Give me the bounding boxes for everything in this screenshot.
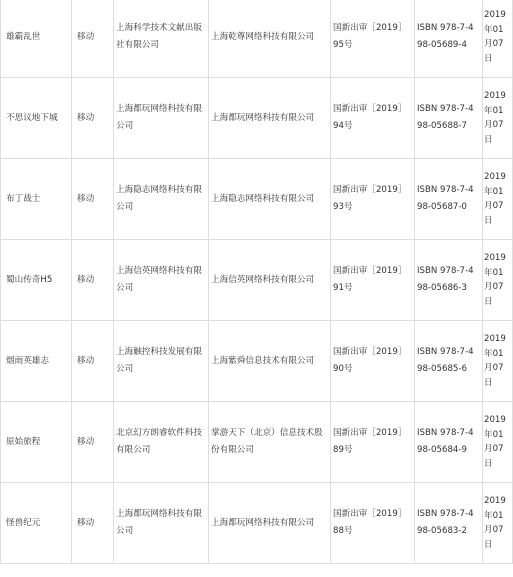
isbn-text: ISBN 978-7-498-05688-7 (417, 104, 474, 131)
publisher-text: 北京幻方朗睿软件科技有限公司 (116, 428, 202, 455)
publisher-cell (114, 159, 209, 240)
approval-date-text: 2019年01月07日 (484, 496, 506, 550)
isbn-cell (415, 483, 483, 564)
game-name-text: 不思议地下城 (6, 112, 58, 123)
game-name-cell (1, 240, 72, 321)
isbn-cell (415, 159, 483, 240)
platform-text: 移动 (77, 517, 95, 528)
table-row (1, 402, 513, 483)
game-name-cell (1, 0, 72, 78)
approval-date-text: 2019年01月07日 (484, 91, 506, 145)
platform-text: 移动 (77, 274, 95, 285)
approval-date-text: 2019年01月07日 (484, 415, 506, 469)
operator-text: 上海隐志网络科技有限公司 (211, 193, 315, 204)
publisher-text: 上海隐志网络科技有限公司 (116, 185, 202, 212)
game-name-text: 原始旅程 (6, 436, 41, 447)
platform-cell (72, 78, 114, 159)
approval-number-cell (331, 0, 415, 78)
operator-text: 上海紫舜信息技术有限公司 (211, 355, 315, 366)
approval-date-cell (483, 483, 513, 564)
platform-cell (72, 240, 114, 321)
isbn-text: ISBN 978-7-498-05684-9 (417, 428, 474, 455)
operator-cell (209, 0, 331, 78)
table-row (1, 321, 513, 402)
operator-cell (209, 78, 331, 159)
publisher-cell (114, 402, 209, 483)
approval-number-cell (331, 78, 415, 159)
operator-cell (209, 159, 331, 240)
operator-cell (209, 483, 331, 564)
approval-number-text: 国新出审［2019］94号 (333, 104, 407, 131)
table-body (1, 0, 513, 564)
approval-date-cell (483, 402, 513, 483)
approval-date-cell (483, 240, 513, 321)
isbn-text: ISBN 978-7-498-05689-4 (417, 23, 474, 50)
approval-number-cell (331, 240, 415, 321)
operator-text: 上海乾尊网络科技有限公司 (211, 31, 315, 42)
publisher-text: 上海触控科技发展有限公司 (116, 347, 202, 374)
operator-cell (209, 402, 331, 483)
table-row (1, 0, 513, 78)
operator-text: 上海都玩网络科技有限公司 (211, 112, 315, 123)
game-name-text: 蜀山传奇H5 (6, 274, 53, 285)
publisher-cell (114, 78, 209, 159)
platform-text: 移动 (77, 436, 95, 447)
approval-number-cell (331, 402, 415, 483)
approval-date-text: 2019年01月07日 (484, 253, 506, 307)
approval-number-cell (331, 321, 415, 402)
publisher-text: 上海都玩网络科技有限公司 (116, 509, 202, 536)
approval-number-text: 国新出审［2019］89号 (333, 428, 407, 455)
approval-number-cell (331, 483, 415, 564)
isbn-cell (415, 78, 483, 159)
approval-number-text: 国新出审［2019］95号 (333, 23, 407, 50)
platform-text: 移动 (77, 355, 95, 366)
approval-date-text: 2019年01月07日 (484, 172, 506, 226)
platform-text: 移动 (77, 193, 95, 204)
operator-cell (209, 240, 331, 321)
platform-cell (72, 402, 114, 483)
approval-number-text: 国新出审［2019］90号 (333, 347, 407, 374)
isbn-cell (415, 240, 483, 321)
platform-cell (72, 0, 114, 78)
approval-date-cell (483, 0, 513, 78)
game-name-cell (1, 321, 72, 402)
publisher-cell (114, 483, 209, 564)
isbn-text: ISBN 978-7-498-05683-2 (417, 509, 474, 536)
operator-text: 上海信英网络科技有限公司 (211, 274, 315, 285)
platform-text: 移动 (77, 31, 95, 42)
isbn-text: ISBN 978-7-498-05687-0 (417, 185, 474, 212)
operator-text: 掌游天下（北京）信息技术股份有限公司 (211, 428, 323, 455)
game-name-text: 烟雨英雄志 (6, 355, 49, 366)
publisher-cell (114, 0, 209, 78)
table-row (1, 483, 513, 564)
operator-cell (209, 321, 331, 402)
publisher-cell (114, 240, 209, 321)
approval-date-cell (483, 159, 513, 240)
game-name-text: 雄霸乱世 (6, 31, 41, 42)
isbn-cell (415, 321, 483, 402)
publisher-text: 上海科学技术文献出版社有限公司 (116, 23, 202, 50)
game-name-cell (1, 78, 72, 159)
platform-cell (72, 321, 114, 402)
game-name-cell (1, 402, 72, 483)
approval-number-text: 国新出审［2019］93号 (333, 185, 407, 212)
game-name-cell (1, 483, 72, 564)
platform-cell (72, 483, 114, 564)
approval-number-text: 国新出审［2019］91号 (333, 266, 407, 293)
publisher-cell (114, 321, 209, 402)
isbn-text: ISBN 978-7-498-05685-6 (417, 347, 474, 374)
game-name-cell (1, 159, 72, 240)
isbn-cell (415, 402, 483, 483)
isbn-cell (415, 0, 483, 78)
approval-date-text: 2019年01月07日 (484, 10, 506, 64)
game-name-text: 布丁战士 (6, 193, 41, 204)
publisher-text: 上海信英网络科技有限公司 (116, 266, 202, 293)
platform-cell (72, 159, 114, 240)
approval-number-cell (331, 159, 415, 240)
approval-number-text: 国新出审［2019］88号 (333, 509, 407, 536)
approval-date-cell (483, 321, 513, 402)
isbn-text: ISBN 978-7-498-05686-3 (417, 266, 474, 293)
operator-text: 上海都玩网络科技有限公司 (211, 517, 315, 528)
publisher-text: 上海都玩网络科技有限公司 (116, 104, 202, 131)
approval-date-cell (483, 78, 513, 159)
platform-text: 移动 (77, 112, 95, 123)
table-row (1, 159, 513, 240)
approval-date-text: 2019年01月07日 (484, 334, 506, 388)
table-row (1, 78, 513, 159)
table-row (1, 240, 513, 321)
game-name-text: 怪兽纪元 (6, 517, 41, 528)
